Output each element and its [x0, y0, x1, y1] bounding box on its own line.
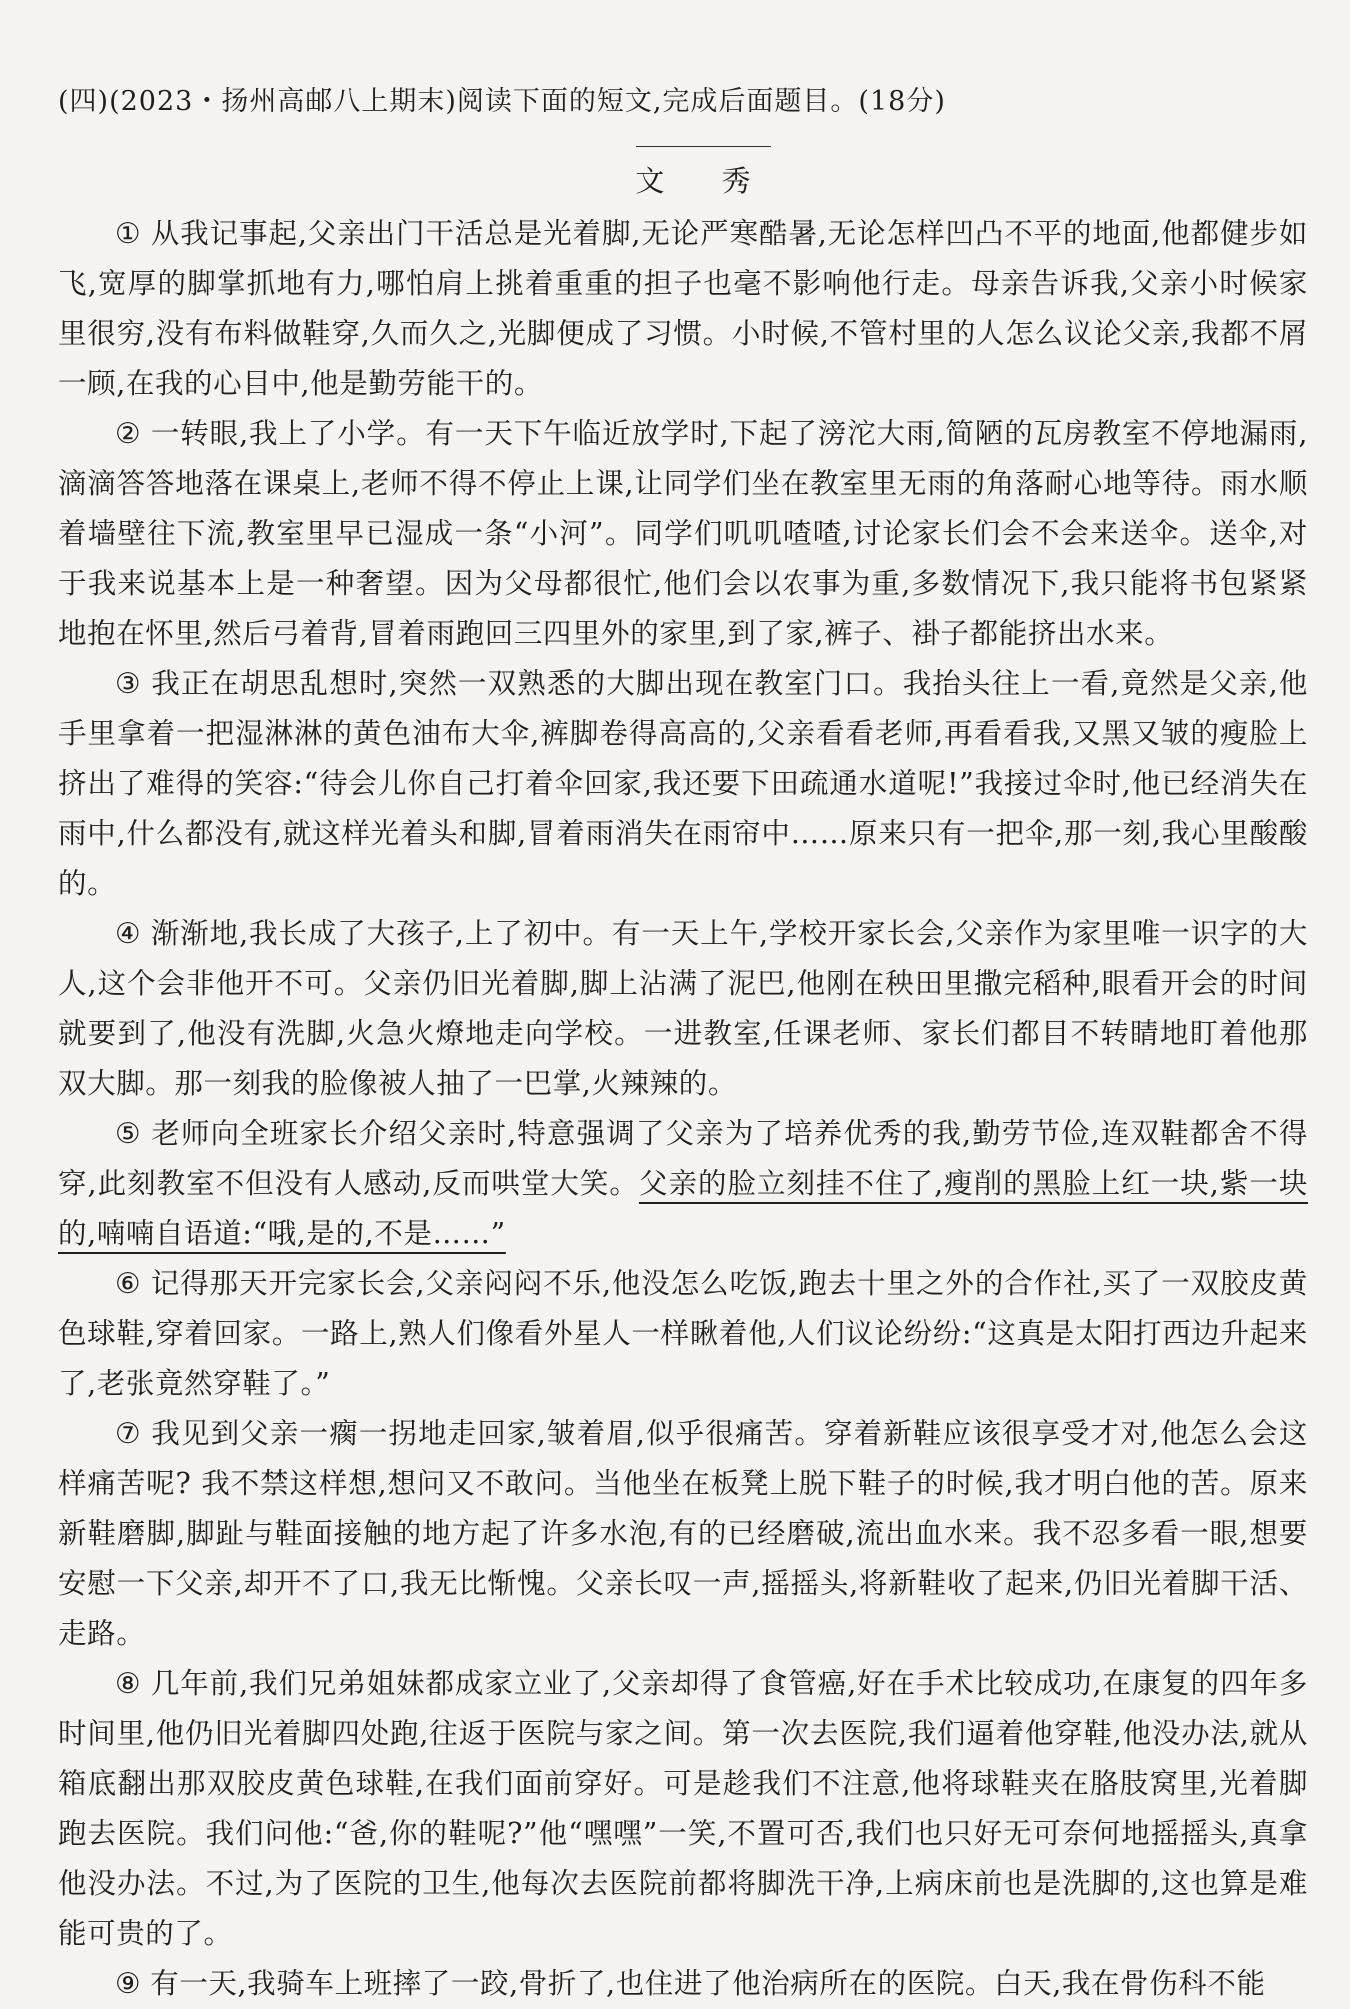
- paragraph-text: 我正在胡思乱想时,突然一双熟悉的大脚出现在教室门口。我抬头往上一看,竟然是父亲,他手里拿着一把湿淋淋的黄色油布大伞,裤脚卷得高高的,父亲看看老师,再看看我,又黑又皱的瘦脸上挤出了难得的笑容:“待会儿你自己打着伞回家,我还要下田疏通水道呢!”我接过伞时,他已经消失在雨中,什么都没有,就这样光着头和脚,冒着雨消失在雨帘中……原来只有一把伞,那一刻,我心里酸酸的。: [58, 667, 1308, 900]
- paragraph-number: ⑨: [115, 1967, 141, 2000]
- underlined-sentence: 父亲的脸立刻挂不住了,瘦削的黑脸上红一块,紫一块的,喃喃自语道:“哦,是的,不是……”: [58, 1167, 1308, 1250]
- paragraph-text: 老师向全班家长介绍父亲时,特意强调了父亲为了培养优秀的我,勤劳节俭,连双鞋都舍不得穿,此刻教室不但没有人感动,反而哄堂大笑。: [58, 1117, 1308, 1200]
- paragraph-text: 记得那天开完家长会,父亲闷闷不乐,他没怎么吃饭,跑去十里之外的合作社,买了一双胶皮黄色球鞋,穿着回家。一路上,熟人们像看外星人一样瞅着他,人们议论纷纷:“这真是太阳打西边升起来了,老张竟然穿鞋了。”: [58, 1267, 1308, 1400]
- paragraph-text: 一转眼,我上了小学。有一天下午临近放学时,下起了滂沱大雨,简陋的瓦房教室不停地漏雨,滴滴答答地落在课桌上,老师不得不停止上课,让同学们坐在教室里无雨的角落耐心地等待。雨水顺着墙壁往下流,教室里早已湿成一条“小河”。同学们叽叽喳喳,讨论家长们会不会来送伞。送伞,对于我来说基本上是一种奢望。因为父母都很忙,他们会以农事为重,多数情况下,我只能将书包紧紧地抱在怀里,然后弓着背,冒着雨跑回三四里外的家里,到了家,裤子、褂子都能挤出水来。: [58, 417, 1308, 650]
- paragraph-number: ②: [115, 417, 141, 450]
- paragraph-2: [58, 409, 1308, 659]
- paragraph-text: 几年前,我们兄弟姐妹都成家立业了,父亲却得了食管癌,好在手术比较成功,在康复的四年多时间里,他仍旧光着脚四处跑,往返于医院与家之间。第一次去医院,我们逼着他穿鞋,他没办法,就从箱底翻出那双胶皮黄色球鞋,在我们面前穿好。可是趁我们不注意,他将球鞋夹在胳肢窝里,光着脚跑去医院。我们问他:“爸,你的鞋呢?”他“嘿嘿”一笑,不置可否,我们也只好无可奈何地摇摇头,真拿他没办法。不过,为了医院的卫生,他每次去医院前都将脚洗干净,上病床前也是洗脚的,这也算是难能可贵的了。: [58, 1667, 1308, 1950]
- paragraph-3: [58, 659, 1308, 909]
- title-rule: [636, 146, 771, 147]
- article-title: 文 秀: [635, 164, 775, 198]
- paragraph-number: ③: [115, 667, 142, 700]
- paragraph-1: [58, 209, 1308, 409]
- paragraph-8: [58, 1659, 1308, 1959]
- document-page: [58, 82, 1308, 2009]
- paragraph-text: 我见到父亲一瘸一拐地走回家,皱着眉,似乎很痛苦。穿着新鞋应该很享受才对,他怎么会这样痛苦呢? 我不禁这样想,想问又不敢问。当他坐在板凳上脱下鞋子的时候,我才明白他的苦。原来新鞋磨脚,脚趾与鞋面接触的地方起了许多水泡,有的已经磨破,流出血水来。我不忍多看一眼,想要安慰一下父亲,却开不了口,我无比惭愧。父亲长叹一声,摇摇头,将新鞋收了起来,仍旧光着脚干活、走路。: [58, 1417, 1308, 1650]
- paragraph-6: [58, 1259, 1308, 1409]
- paragraph-number: ①: [115, 217, 141, 250]
- paragraph-number: ④: [115, 917, 141, 950]
- paragraph-7: [58, 1409, 1308, 1659]
- paragraph-9: [58, 1959, 1308, 2009]
- paragraph-4: [58, 909, 1308, 1109]
- paragraph-number: ⑧: [115, 1667, 141, 1700]
- paragraph-number: ⑦: [115, 1417, 142, 1450]
- question-header: (四)(2023・扬州高邮八上期末)阅读下面的短文,完成后面题目。(18分): [58, 86, 946, 117]
- paragraph-text: 从我记事起,父亲出门干活总是光着脚,无论严寒酷暑,无论怎样凹凸不平的地面,他都健步如飞,宽厚的脚掌抓地有力,哪怕肩上挑着重重的担子也毫不影响他行走。母亲告诉我,父亲小时候家里很穷,没有布料做鞋穿,久而久之,光脚便成了习惯。小时候,不管村里的人怎么议论父亲,我都不屑一顾,在我的心目中,他是勤劳能干的。: [58, 217, 1308, 400]
- paragraph-text: 有一天,我骑车上班摔了一跤,骨折了,也住进了他治病所在的医院。白天,我在骨伤科不能: [140, 1967, 1266, 2000]
- paragraph-number: ⑤: [115, 1117, 142, 1150]
- paragraph-number: ⑥: [115, 1267, 141, 1300]
- paragraph-5: [58, 1109, 1308, 1259]
- paragraph-text: 渐渐地,我长成了大孩子,上了初中。有一天上午,学校开家长会,父亲作为家里唯一识字的大人,这个会非他开不可。父亲仍旧光着脚,脚上沾满了泥巴,他刚在秧田里撒完稻种,眼看开会的时间就要到了,他没有洗脚,火急火燎地走向学校。一进教室,任课老师、家长们都目不转睛地盯着他那双大脚。那一刻我的脸像被人抽了一巴掌,火辣辣的。: [58, 917, 1308, 1100]
